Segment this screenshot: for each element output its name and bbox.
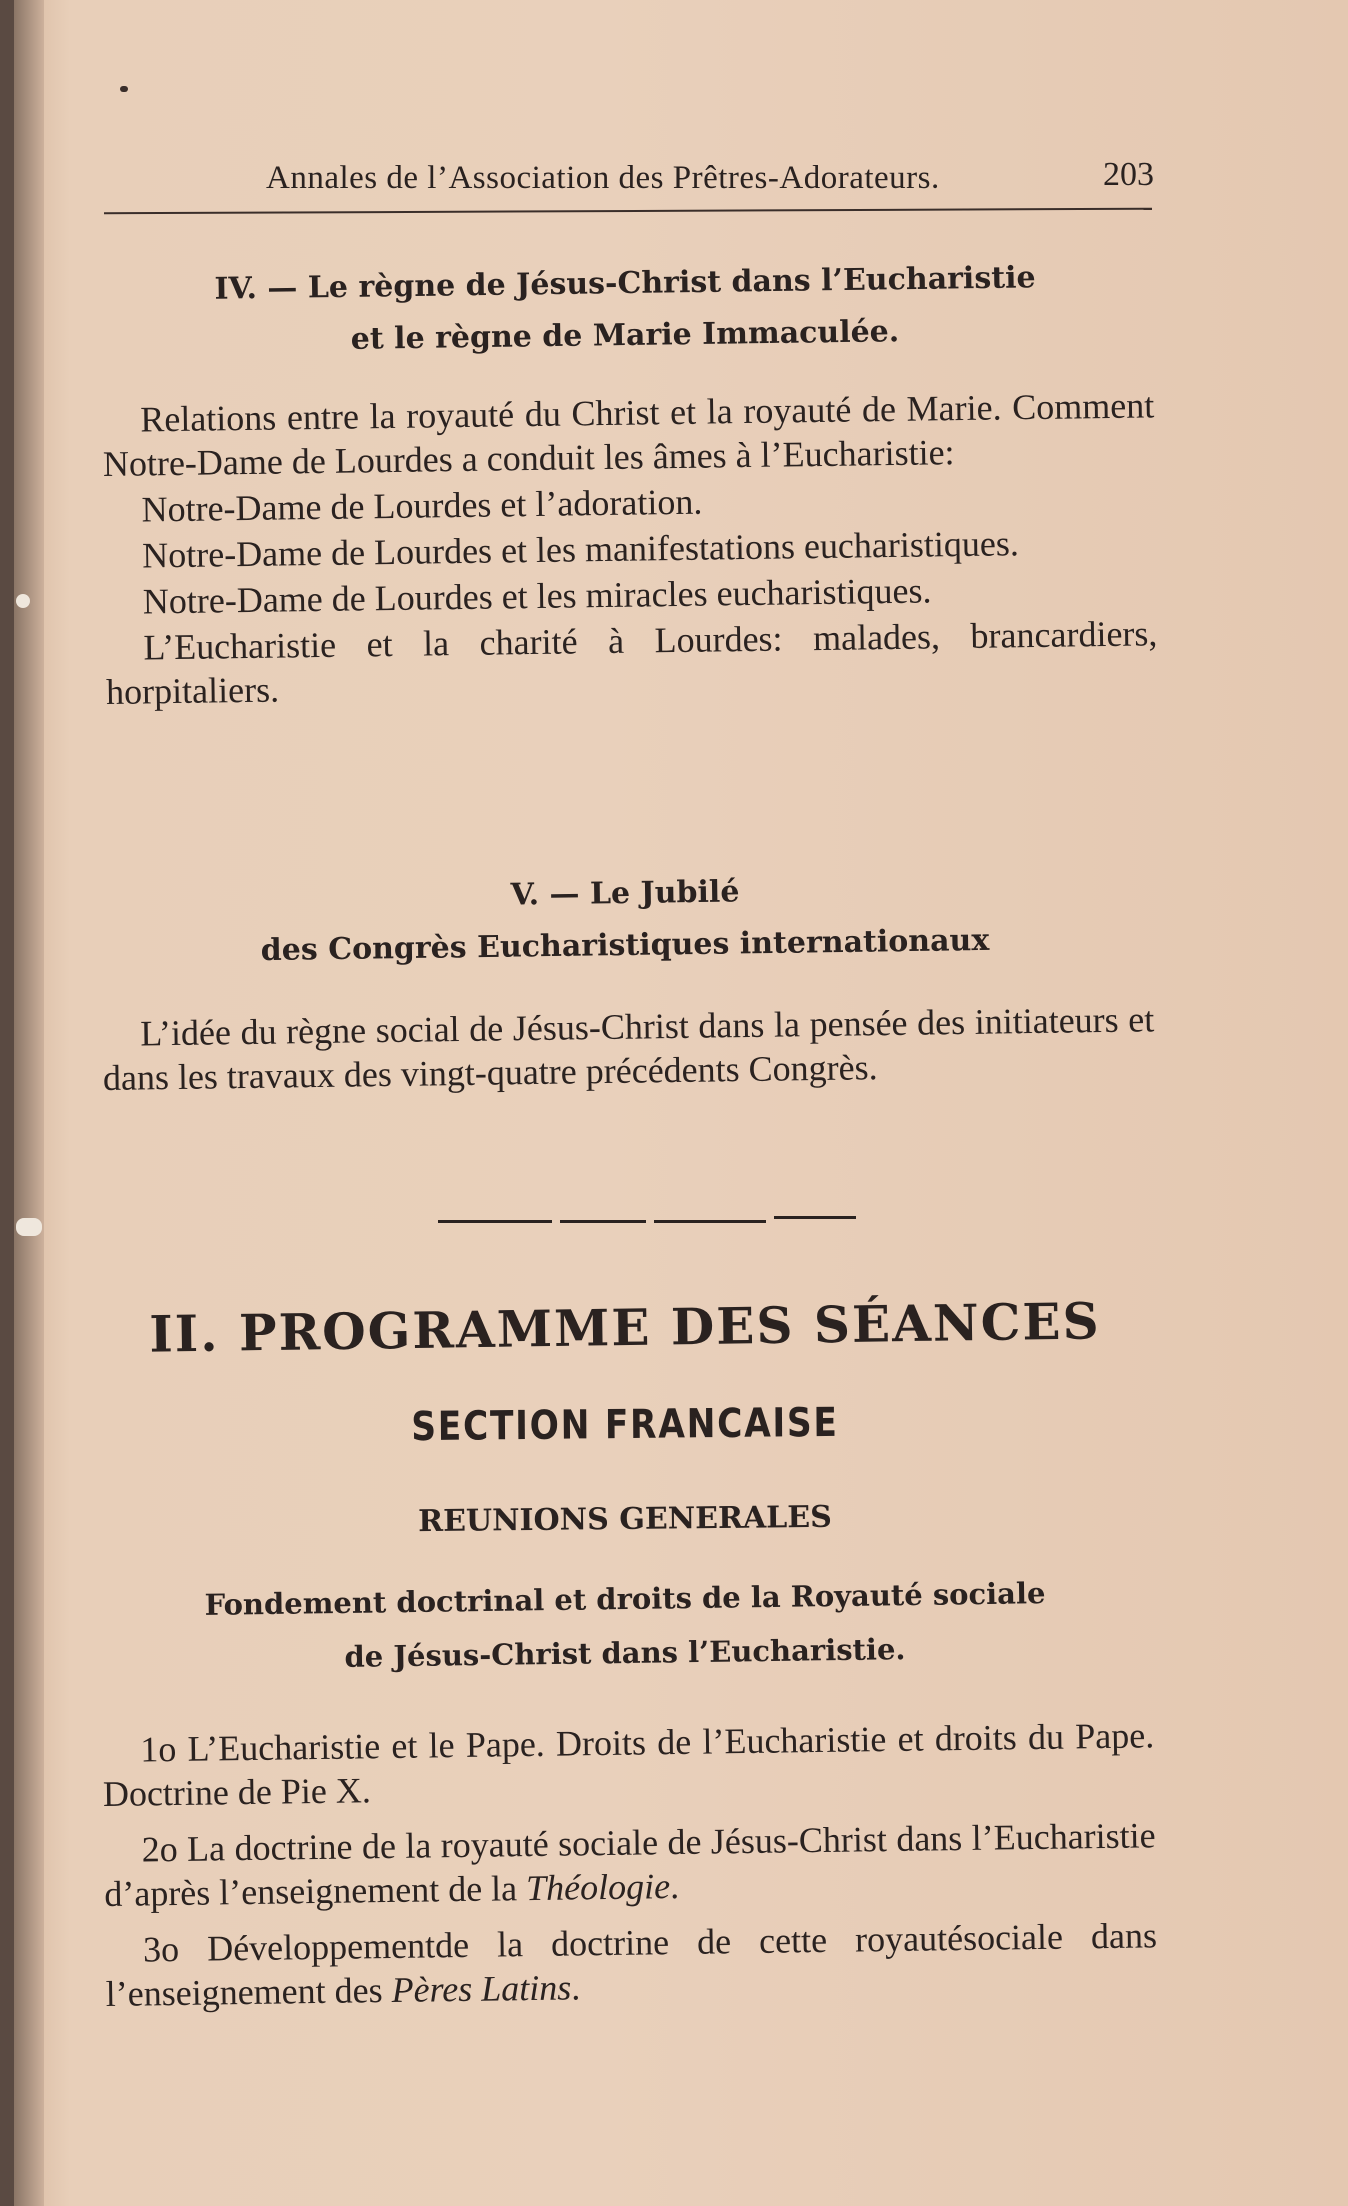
item-text-italic: Théologie: [525, 1866, 671, 1909]
section-iv-heading-line1: IV. — Le règne de Jésus-Christ dans l’Eucharistie: [214, 260, 1036, 307]
section-iv-body: [102, 383, 1158, 714]
section-v-heading-line2: des Congrès Eucharistiques internationaux: [260, 922, 990, 969]
binding-thread: [16, 594, 30, 608]
separator-dash: [774, 1216, 856, 1219]
item-text: Développementde la doctrine de cette royautésociale dans l’enseignement des: [105, 1915, 1158, 2014]
section-title: SECTION FRANCAISE: [411, 1399, 839, 1451]
item-text: La doctrine de la royauté sociale de Jésus-Christ dans l’Eucharistie d’après l’enseignement de la: [104, 1815, 1156, 1914]
item-text-italic: Pères Latins: [391, 1967, 572, 2010]
subsection-title: REUNIONS GENERALES: [417, 1499, 833, 1540]
item-number: 2o: [141, 1828, 178, 1870]
item-text: L’Eucharistie et le Pape. Droits de l’Eucharistie et droits du Pape. Doctrine de Pie X.: [102, 1715, 1155, 1814]
binding-thread: [16, 1218, 42, 1236]
item-text-end: .: [669, 1865, 680, 1907]
section-v-body: [102, 997, 1155, 1100]
item-number: 1o: [140, 1728, 177, 1770]
header-rule: [104, 208, 1152, 215]
part-title: II. PROGRAMME DES SÉANCES: [148, 1291, 1102, 1364]
page-gutter: [14, 0, 44, 2206]
paragraph: Notre-Dame de Lourdes et l’adoration.: [141, 481, 703, 530]
program-items: [102, 1713, 1158, 2016]
item-number: 3o: [142, 1928, 180, 1970]
running-title: Annales de l’Association des Prêtres-Adorateurs.: [266, 160, 940, 196]
section-iv-heading-line2: et le règne de Marie Immaculée.: [350, 314, 900, 357]
separator-dash: [560, 1220, 646, 1223]
page-number: 203: [1103, 156, 1154, 193]
paragraph: Relations entre la royauté du Christ et la royauté de Marie. Comment Notre-Dame de Lourdes a conduit les âmes à l’Eucharistie:: [102, 385, 1155, 484]
book-spine: [0, 0, 14, 2206]
program-item: [105, 1913, 1158, 2016]
paragraph: Notre-Dame de Lourdes et les miracles eucharistiques.: [142, 570, 932, 622]
separator-dash: [654, 1220, 766, 1223]
paragraph: L’idée du règne social de Jésus-Christ dans la pensée des initiateurs et dans les travaux des vingt-quatre précédents Congrès.: [102, 999, 1155, 1098]
item-text-end: .: [570, 1967, 581, 2008]
ink-speck: [120, 86, 128, 92]
section-v-heading-line1: V. — Le Jubilé: [510, 874, 740, 913]
program-item: [102, 1713, 1155, 1816]
theme-heading-line1: Fondement doctrinal et droits de la Royauté sociale: [204, 1576, 1046, 1622]
program-item: [103, 1813, 1156, 1916]
theme-heading-line2: de Jésus-Christ dans l’Eucharistie.: [344, 1632, 906, 1674]
paragraph: Notre-Dame de Lourdes et les manifestations eucharistiques.: [141, 523, 1020, 576]
separator-dash: [438, 1220, 552, 1223]
paragraph: L’Eucharistie et la charité à Lourdes: malades, brancardiers, horpitaliers.: [105, 613, 1158, 712]
